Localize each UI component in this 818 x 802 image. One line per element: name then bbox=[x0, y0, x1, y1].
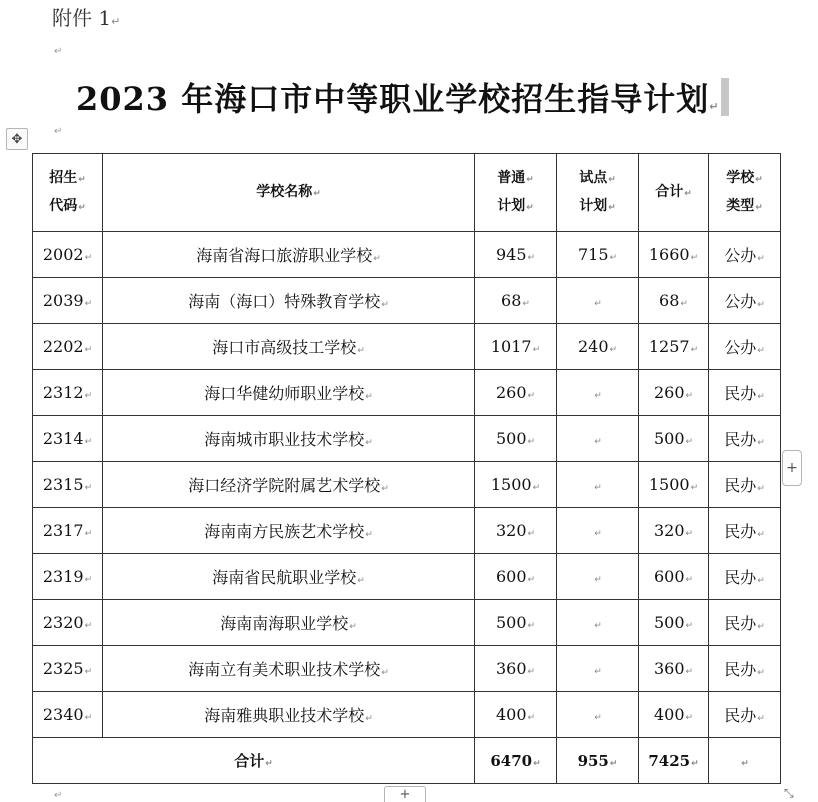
regular-cell: 945↵ bbox=[475, 232, 557, 278]
pilot-cell: ↵ bbox=[557, 370, 639, 416]
pilot-cell: ↵ bbox=[557, 508, 639, 554]
table-row bbox=[33, 278, 781, 324]
total-cell: 320↵ bbox=[639, 508, 709, 554]
regular-cell: 600↵ bbox=[475, 554, 557, 600]
table-resize-handle-icon[interactable]: ⤡ bbox=[784, 786, 794, 800]
type-cell: 民办↵ bbox=[709, 600, 781, 646]
type-cell: 民办↵ bbox=[709, 508, 781, 554]
code-cell: 2325↵ bbox=[33, 646, 103, 692]
code-cell: 2202↵ bbox=[33, 324, 103, 370]
pilot-cell: 240↵ bbox=[557, 324, 639, 370]
pilot-cell: ↵ bbox=[557, 462, 639, 508]
header-regular-plan: 普通↵ 计划↵ bbox=[475, 154, 557, 232]
code-cell: 2320↵ bbox=[33, 600, 103, 646]
school-cell: 海南（海口）特殊教育学校↵ bbox=[103, 278, 475, 324]
school-cell: 海南南方民族艺术学校↵ bbox=[103, 508, 475, 554]
type-cell: 民办↵ bbox=[709, 692, 781, 738]
code-cell: 2002↵ bbox=[33, 232, 103, 278]
text-cursor bbox=[721, 78, 729, 116]
table-row bbox=[33, 416, 781, 462]
pilot-cell: ↵ bbox=[557, 278, 639, 324]
table-header-row bbox=[33, 154, 781, 232]
add-row-button[interactable]: + bbox=[384, 786, 426, 802]
regular-cell: 1017↵ bbox=[475, 324, 557, 370]
total-total-cell: 7425↵ bbox=[639, 738, 709, 784]
regular-cell: 68↵ bbox=[475, 278, 557, 324]
paragraph-mark-icon: ↵ bbox=[709, 100, 720, 113]
paragraph-mark-icon: ↵ bbox=[54, 790, 63, 801]
total-cell: 500↵ bbox=[639, 416, 709, 462]
pilot-cell: ↵ bbox=[557, 416, 639, 462]
type-cell: 民办↵ bbox=[709, 370, 781, 416]
regular-cell: 500↵ bbox=[475, 600, 557, 646]
school-cell: 海南立有美术职业技术学校↵ bbox=[103, 646, 475, 692]
type-cell: 公办↵ bbox=[709, 324, 781, 370]
school-cell: 海南南海职业学校↵ bbox=[103, 600, 475, 646]
regular-cell: 400↵ bbox=[475, 692, 557, 738]
school-cell: 海南城市职业技术学校↵ bbox=[103, 416, 475, 462]
total-row bbox=[33, 738, 781, 784]
paragraph-mark-icon: ↵ bbox=[54, 126, 63, 137]
type-cell: 民办↵ bbox=[709, 416, 781, 462]
type-cell: 公办↵ bbox=[709, 278, 781, 324]
total-regular-cell: 6470↵ bbox=[475, 738, 557, 784]
regular-cell: 260↵ bbox=[475, 370, 557, 416]
total-pilot-cell: 955↵ bbox=[557, 738, 639, 784]
code-cell: 2039↵ bbox=[33, 278, 103, 324]
school-cell: 海口华健幼师职业学校↵ bbox=[103, 370, 475, 416]
school-cell: 海口市高级技工学校↵ bbox=[103, 324, 475, 370]
type-cell: 民办↵ bbox=[709, 462, 781, 508]
attachment-label: 附件 1↵ bbox=[52, 6, 121, 30]
total-cell: 400↵ bbox=[639, 692, 709, 738]
total-type-cell: ↵ bbox=[709, 738, 781, 784]
table-row bbox=[33, 600, 781, 646]
code-cell: 2317↵ bbox=[33, 508, 103, 554]
school-cell: 海南雅典职业技术学校↵ bbox=[103, 692, 475, 738]
type-cell: 民办↵ bbox=[709, 554, 781, 600]
total-label-cell: 合计↵ bbox=[33, 738, 475, 784]
school-cell: 海南省民航职业学校↵ bbox=[103, 554, 475, 600]
code-cell: 2314↵ bbox=[33, 416, 103, 462]
table-row bbox=[33, 370, 781, 416]
table-row bbox=[33, 232, 781, 278]
table-row bbox=[33, 508, 781, 554]
type-cell: 民办↵ bbox=[709, 646, 781, 692]
code-cell: 2319↵ bbox=[33, 554, 103, 600]
pilot-cell: ↵ bbox=[557, 692, 639, 738]
table-row bbox=[33, 554, 781, 600]
header-pilot-plan: 试点↵ 计划↵ bbox=[557, 154, 639, 232]
header-school: 学校名称↵ bbox=[103, 154, 475, 232]
pilot-cell: ↵ bbox=[557, 646, 639, 692]
total-cell: 1257↵ bbox=[639, 324, 709, 370]
school-cell: 海口经济学院附属艺术学校↵ bbox=[103, 462, 475, 508]
total-cell: 68↵ bbox=[639, 278, 709, 324]
enrollment-plan-table bbox=[32, 153, 781, 784]
paragraph-mark-icon: ↵ bbox=[54, 46, 63, 57]
table-move-handle-icon[interactable]: ✥ bbox=[6, 128, 28, 150]
regular-cell: 1500↵ bbox=[475, 462, 557, 508]
total-cell: 500↵ bbox=[639, 600, 709, 646]
school-cell: 海南省海口旅游职业学校↵ bbox=[103, 232, 475, 278]
code-cell: 2315↵ bbox=[33, 462, 103, 508]
header-code: 招生↵ 代码↵ bbox=[33, 154, 103, 232]
table-row bbox=[33, 692, 781, 738]
page-title: 2023 年海口市中等职业学校招生指导计划↵ bbox=[76, 74, 756, 120]
total-cell: 1500↵ bbox=[639, 462, 709, 508]
header-total: 合计↵ bbox=[639, 154, 709, 232]
table-row bbox=[33, 646, 781, 692]
pilot-cell: ↵ bbox=[557, 600, 639, 646]
regular-cell: 500↵ bbox=[475, 416, 557, 462]
table-row bbox=[33, 462, 781, 508]
add-column-button[interactable]: + bbox=[782, 450, 802, 486]
type-cell: 公办↵ bbox=[709, 232, 781, 278]
pilot-cell: 715↵ bbox=[557, 232, 639, 278]
code-cell: 2312↵ bbox=[33, 370, 103, 416]
header-school-type: 学校↵ 类型↵ bbox=[709, 154, 781, 232]
regular-cell: 360↵ bbox=[475, 646, 557, 692]
total-cell: 360↵ bbox=[639, 646, 709, 692]
pilot-cell: ↵ bbox=[557, 554, 639, 600]
paragraph-mark-icon: ↵ bbox=[111, 15, 121, 28]
regular-cell: 320↵ bbox=[475, 508, 557, 554]
total-cell: 600↵ bbox=[639, 554, 709, 600]
table-row bbox=[33, 324, 781, 370]
total-cell: 260↵ bbox=[639, 370, 709, 416]
total-cell: 1660↵ bbox=[639, 232, 709, 278]
code-cell: 2340↵ bbox=[33, 692, 103, 738]
